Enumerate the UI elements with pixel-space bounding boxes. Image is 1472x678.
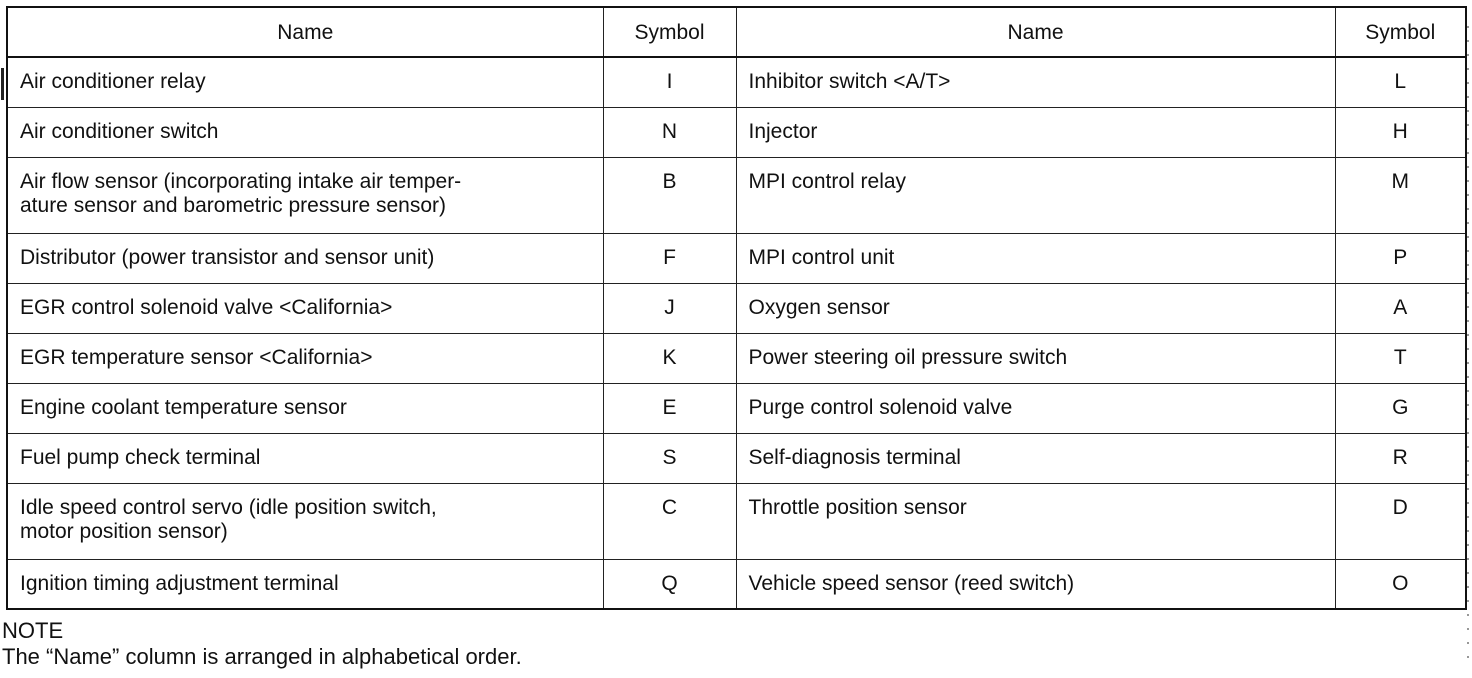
right-name-cell: Inhibitor switch <A/T> [736, 57, 1335, 107]
right-symbol-cell: P [1335, 233, 1466, 283]
left-name-line: Idle speed control servo (idle position switch, [20, 495, 437, 519]
right-symbol-cell: A [1335, 283, 1466, 333]
left-symbol-cell: E [603, 383, 736, 433]
note-block [2, 618, 522, 670]
right-name-cell: MPI control relay [736, 157, 1335, 233]
right-symbol-cell: G [1335, 383, 1466, 433]
left-symbol-cell: Q [603, 559, 736, 609]
table-row [7, 383, 1466, 433]
left-name-cell: Fuel pump check terminal [7, 433, 603, 483]
left-name-cell: Air conditioner relay [7, 57, 603, 107]
table-row [7, 483, 1466, 559]
table-row [7, 157, 1466, 233]
right-name-cell: Injector [736, 107, 1335, 157]
left-name-cell: Ignition timing adjustment terminal [7, 559, 603, 609]
left-symbol-cell: N [603, 107, 736, 157]
right-symbol-cell: O [1335, 559, 1466, 609]
table-row [7, 433, 1466, 483]
right-name-cell: Vehicle speed sensor (reed switch) [736, 559, 1335, 609]
left-symbol-cell: K [603, 333, 736, 383]
left-name-cell: Distributor (power transistor and sensor unit) [7, 233, 603, 283]
component-symbol-table [6, 6, 1467, 610]
right-name-cell: Purge control solenoid valve [736, 383, 1335, 433]
right-symbol-cell: R [1335, 433, 1466, 483]
left-symbol-cell: B [603, 157, 736, 233]
left-name-cell [7, 157, 603, 233]
right-name-cell: Power steering oil pressure switch [736, 333, 1335, 383]
left-name-cell: EGR control solenoid valve <California> [7, 283, 603, 333]
right-name-cell: Self-diagnosis terminal [736, 433, 1335, 483]
note-text: The “Name” column is arranged in alphabetical order. [2, 644, 522, 669]
header-symbol-left: Symbol [603, 7, 736, 57]
left-name-line: Air flow sensor (incorporating intake air temper- [20, 169, 462, 193]
header-name-left: Name [7, 7, 603, 57]
left-name-line: ature sensor and barometric pressure sensor) [20, 193, 447, 217]
left-name-line: motor position sensor) [20, 519, 228, 543]
left-name-cell [7, 483, 603, 559]
right-name-cell: Throttle position sensor [736, 483, 1335, 559]
left-symbol-cell: F [603, 233, 736, 283]
right-symbol-cell: T [1335, 333, 1466, 383]
left-name-cell: Engine coolant temperature sensor [7, 383, 603, 433]
right-name-cell: MPI control unit [736, 233, 1335, 283]
margin-mark [1, 68, 4, 100]
header-name-right: Name [736, 7, 1335, 57]
header-row [7, 7, 1466, 57]
right-symbol-cell: L [1335, 57, 1466, 107]
note-heading: NOTE [2, 618, 64, 643]
right-name-cell: Oxygen sensor [736, 283, 1335, 333]
table-row [7, 233, 1466, 283]
table-row [7, 333, 1466, 383]
table-row [7, 283, 1466, 333]
header-symbol-right: Symbol [1335, 7, 1466, 57]
left-name-cell: Air conditioner switch [7, 107, 603, 157]
table-row [7, 57, 1466, 107]
left-symbol-cell: I [603, 57, 736, 107]
table-row [7, 559, 1466, 609]
left-name-cell: EGR temperature sensor <California> [7, 333, 603, 383]
left-symbol-cell: S [603, 433, 736, 483]
right-symbol-cell: D [1335, 483, 1466, 559]
left-symbol-cell: C [603, 483, 736, 559]
right-symbol-cell: H [1335, 107, 1466, 157]
right-symbol-cell: M [1335, 157, 1466, 233]
table-row [7, 107, 1466, 157]
left-symbol-cell: J [603, 283, 736, 333]
